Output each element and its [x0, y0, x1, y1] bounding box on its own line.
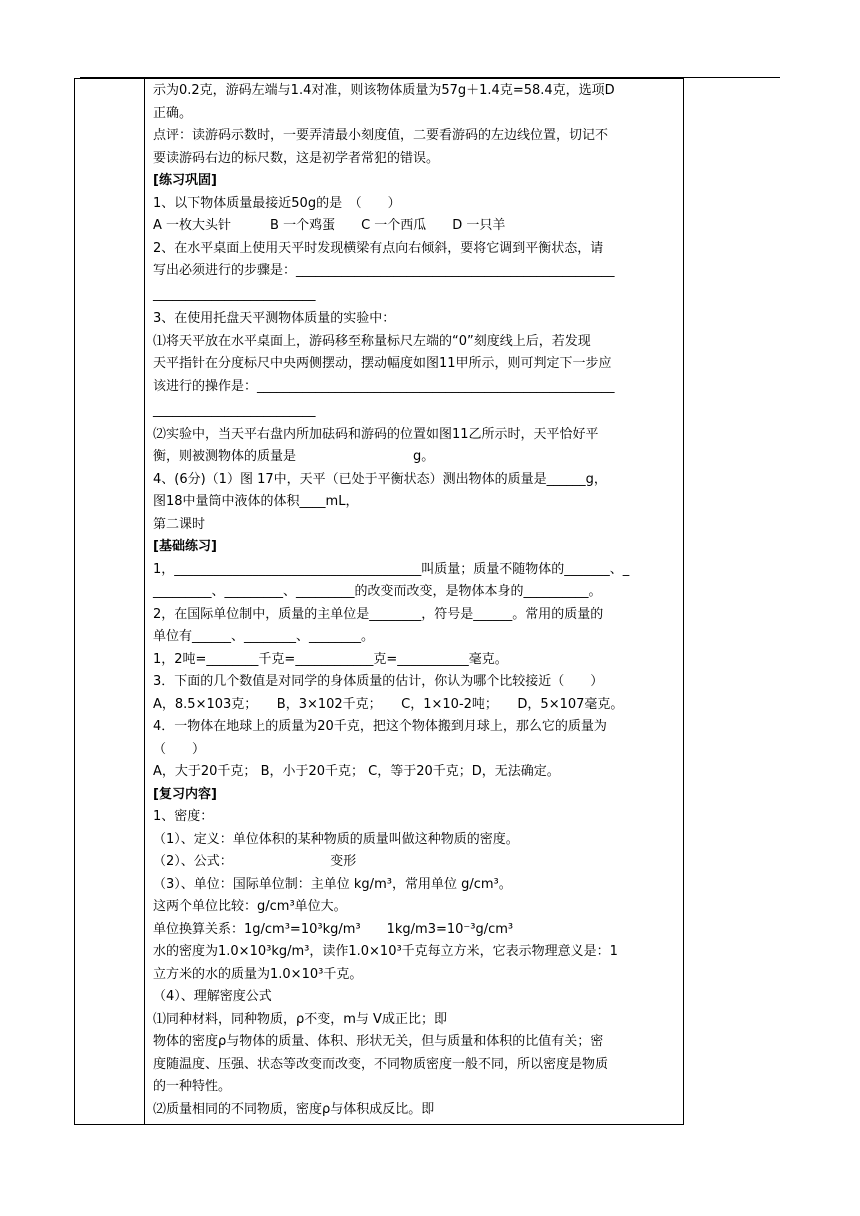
text-line: 单位换算关系：1g/cm³=10³kg/m³ 1kg/m3=10⁻³g/cm³: [153, 921, 514, 937]
text-line: 要读游码右边的标尺数，这是初学者常犯的错误。: [153, 150, 440, 166]
text-line: 物体的密度ρ与物体的质量、体积、形状无关，但与质量和体积的比值有关；密: [153, 1034, 604, 1049]
text-line: （1）、定义：单位体积的某种物质的质量叫做这种物质的密度。: [153, 831, 519, 847]
text-line: 衡，则被测物体的质量是 g。: [153, 449, 435, 464]
text-line: ⑵实验中，当天平右盘内所加砝码和游码的位置如图11乙所示时，天平恰好平: [153, 426, 599, 442]
section-heading: [基础练习]: [153, 539, 217, 554]
text-line: 度随温度、压强、状态等改变而改变，不同物质密度一般不同，所以密度是物质: [153, 1056, 609, 1072]
text-line: 这两个单位比较：g/cm³单位大。: [153, 899, 347, 914]
text-line: （2）、公式： 变形: [153, 854, 357, 869]
text-line: （4）、理解密度公式: [153, 989, 272, 1004]
text-line: ⑵质量相同的不同物质，密度ρ与体积成反比。即: [153, 1101, 435, 1117]
options-line: A 一枚大头针 B 一个鸡蛋 C 一个西瓜 D 一只羊: [153, 218, 506, 233]
text-line: 点评：读游码示数时，一要弄清最小刻度值，二要看游码的左边线位置，切记不: [153, 128, 609, 143]
question-line: 2、在水平桌面上使用天平时发现横梁有点向右倾斜，要将它调到平衡状态，请: [153, 240, 604, 256]
text-line: 天平指针在分度标尺中央两侧摆动，摆动幅度如图11甲所示，则可判定下一步应: [153, 356, 612, 371]
text-line: （ ）: [153, 741, 206, 757]
text-line: ⑴同种材料，同种物质，ρ不变，m与 V成正比；即: [153, 1011, 447, 1027]
answer-blank-line: _________________________: [153, 402, 316, 418]
lesson-content: [153, 80, 681, 1121]
question-line: 3．下面的几个数值是对同学的身体质量的估计，你认为哪个比较接近（ ）: [153, 674, 604, 689]
answer-blank-line: _________________________: [153, 287, 316, 302]
column-divider: [144, 79, 145, 1124]
question-line: 4、(6分)（1）图 17中，天平（已处于平衡状态）测出物体的质量是______g，: [153, 471, 607, 487]
question-line: 2，在国际单位制中，质量的主单位是________，符号是______。常用的质量的: [153, 606, 604, 622]
text-line: （3）、单位：国际单位制：主单位 kg/m³，常用单位 g/cm³。: [153, 876, 512, 892]
lesson-subtitle: 第二课时: [153, 516, 206, 532]
text-line: _________、_________、_________的改变而改变，是物体本身的__________。: [153, 584, 602, 599]
section-heading: [复习内容]: [153, 786, 217, 802]
text-line: 的一种特性。: [153, 1079, 232, 1094]
question-line: 4．一物体在地球上的质量为20千克，把这个物体搬到月球上，那么它的质量为: [153, 719, 607, 734]
text-line: 1、密度：: [153, 809, 214, 824]
text-line: 立方米的水的质量为1.0×10³千克。: [153, 966, 363, 982]
question-line: 1，2吨=________千克=____________克=___________毫克。: [153, 651, 508, 667]
text-line: 图18中量筒中液体的体积____mL，: [153, 494, 359, 509]
question-line: 1，______________________________________叫质量；质量不随物体的_______、_: [153, 561, 630, 577]
text-line: 示为0.2克，游码左端与1.4对准，则该物体质量为57g＋1.4克=58.4克，选项D: [153, 83, 615, 98]
question-line: 3、在使用托盘天平测物体质量的实验中：: [153, 311, 396, 326]
text-line: 正确。: [153, 105, 193, 121]
question-line: 1、以下物体质量最接近50g的是 （ ）: [153, 195, 401, 211]
options-line: A，8.5×103克； B，3×102千克； C，1×10-2吨； D，5×107毫克。: [153, 696, 624, 712]
options-line: A，大于20千克； B，小于20千克； C，等于20千克；D，无法确定。: [153, 764, 560, 779]
text-line: 单位有______、________、________。: [153, 629, 375, 644]
answer-blank-line: 该进行的操作是：_______________________________________________________: [153, 378, 615, 394]
answer-blank-line: 写出必须进行的步骤是：_________________________________________________: [153, 263, 615, 278]
text-line: ⑴将天平放在水平桌面上，游码移至称量标尺左端的“0”刻度线上后，若发现: [153, 333, 591, 349]
text-line: 水的密度为1.0×10³kg/m³，读作1.0×10³千克每立方米，它表示物理意义是：1: [153, 944, 618, 959]
section-heading: [练习巩固]: [153, 173, 217, 188]
